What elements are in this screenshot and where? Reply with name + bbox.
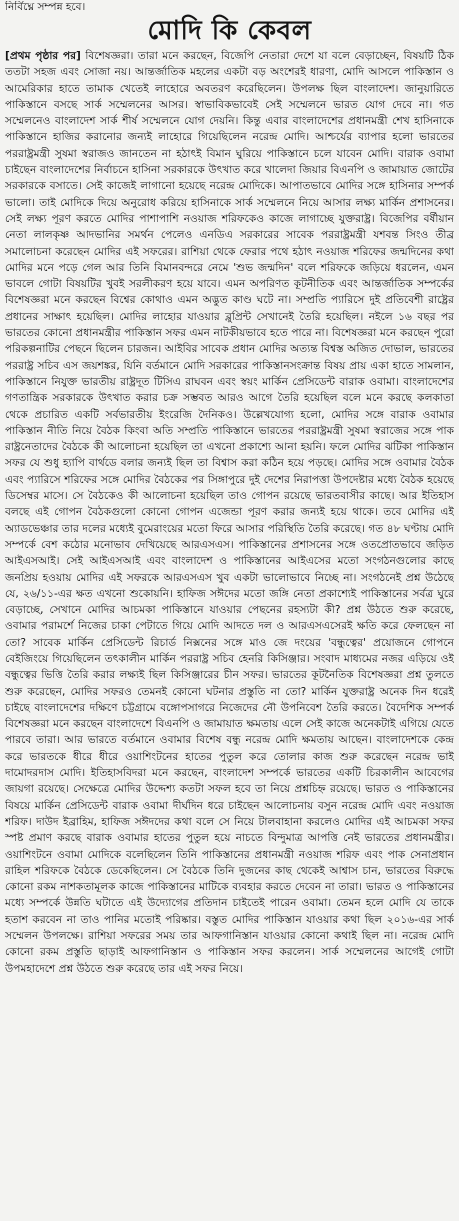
continued-from-front-page-label: [প্রথম পৃষ্ঠার পর] <box>5 50 81 62</box>
article-body <box>5 48 454 1218</box>
article-headline: মোদি কি কেবল <box>147 16 312 46</box>
article-body-text: বিশেষজ্ঞরা। তারা মনে করছেন, বিজেপি নেতারা দেশে যা বলে বেড়াচ্ছেন, বিষয়টি ঠিক ততটা সহজ এবং সোজা নয়। আন্তর্জাতিক মহলের একটা বড় অংশেরই ধারণা, মোদি আসলে পাকিস্তান ও আমেরিকার হাতে তামাক খেতেই লাহোরে অবতরণ করেছিলেন। উপলক্ষ ছিল বাংলাদেশ। জানুয়ারিতে পাকিস্তানে বসছে সার্ক সম্মেলনের আসর। স্বাভাবিকভাবেই সেই সম্মেলনে ভারত যোগ দেবে না। গত সম্মেলনেও বাংলাদেশ সার্ক শীর্ষ সম্মেলনে যোগ দেয়নি। কিন্তু এবার বাংলাদেশের প্রধানমন্ত্রী শেখ হাসিনাকে পাকিস্তানে হাজির করানোর জন্যই লাহোরে গিয়েছিলেন নরেন্দ্র মোদি। আশ্চর্যের ব্যাপার হলো ভারতের পররাষ্ট্রমন্ত্রী সুষমা স্বরাজও জানতেন না হঠাৎই বিমান ঘুরিয়ে পাকিস্তানে চলে যাবেন মোদি। বারাক ওবামা চাইছেন বাংলাদেশের নির্বাচনে হাসিনা সরকারকে উৎখাত করে খালেদা জিয়ার বিএনপি ও জামায়াত জোটের সরকারকে বসাতে। সেই কাজেই লাগানো হয়েছে নরেন্দ্র মোদিকে। আপাতভাবে মোদির সঙ্গে হাসিনার সম্পর্ক ভালো। তাই মোদিকে দিয়ে অনুরোধ করিয়ে হাসিনাকে সার্ক সম্মেলনে নিয়ে আসার লক্ষ্য মার্কিন প্রশাসনের। সেই লক্ষ্য পূরণ করতে মোদির পাশাপাশি নওয়াজ শরিফকেও কাজে লাগাচ্ছে যুক্তরাষ্ট্র। বিজেপির বর্ষীয়ান নেতা লালকৃষ্ণ আদভানির সমর্থন পেলেও এনডিএ সরকারের সাবেক পররাষ্ট্রমন্ত্রী যশবন্ত সিংও তীব্র সমালোচনা করেছেন মোদির এই সফরের। রাশিয়া থেকে ফেরার পথে হঠাৎ নওয়াজ শরিফের জন্মদিনের কথা মোদির মনে পড়ে গেল আর তিনি বিমানবন্দরে নেমে 'শুভ জন্মদিন' বলে শরিফকে জড়িয়ে ধরলেন, এমন ভাবলে গোটা বিষয়টির খুবই সরলীকরণ হয়ে যাবে। এমন অপরিণত কূটনীতিক এবং আন্তর্জাতিক সম্পর্কের বিশেষজ্ঞরা মনে করছেন বিশ্বের কোথাও এমন অদ্ভুত কাণ্ড ঘটে না। সম্প্রতি প্যারিসে দুই প্রতিবেশী রাষ্ট্রের প্রধানের সাক্ষাৎ হয়েছিল। মোদির লাহোর যাওয়ার ব্লুপ্রিন্ট সেখানেই তৈরি হয়েছিল। নইলে ১৬ বছর পর ভারতের কোনো প্রধানমন্ত্রীর পাকিস্তান সফর এমন নাটকীয়ভাবে হতে পারে না। বিশেষজ্ঞরা মনে করছেন পুরো পরিকল্পনাটির পেছনে ছিলেন চারজন। আইবির সাবেক প্রধান মোদির অত্যন্ত বিশ্বস্ত অজিত দোভাল, ভারতের পররাষ্ট্র সচিব এস জয়শঙ্কর, যিনি বর্তমানে মোদি সরকারের পাকিস্তানসংক্রান্ত বিষয় প্রায় একা হাতে সামলান, পাকিস্তানে নিযুক্ত ভারতীয় রাষ্ট্রদূত টিসিএ রাঘবন এবং স্বয়ং মার্কিন প্রেসিডেন্ট বারাক ওবামা। বাংলাদেশের গণতান্ত্রিক সরকারকে উৎখাত করার চক্র সম্ভবত আরও আগে তৈরি হয়েছিল বলে মনে করছে কলকাতা থেকে প্রচারিত একটি সর্বভারতীয় ইংরেজি দৈনিকও। উল্লেখযোগ্য হলো, মোদির সঙ্গে বারাক ওবামার পাকিস্তান নীতি নিয়ে বৈঠক কিংবা অতি সম্প্রতি পাকিস্তানে ভারতের পররাষ্ট্রমন্ত্রী সুষমা স্বরাজের সঙ্গে পাক রাষ্ট্রনেতাদের বৈঠকে কী আলোচনা হয়েছিল তা এখনো প্রকাশ্যে আনা হয়নি। ফলে মোদির ঝটিকা পাকিস্তান সফর যে শুধু হ্যাপি বার্থডে বলার জন্যই ছিল তা বিশ্বাস করা কঠিন হয়ে পড়ছে। মোদির সঙ্গে ওবামার বৈঠক এবং প্যারিসে শরিফের সঙ্গে মোদির বৈঠকের পর সিঙ্গাপুরে দুই দেশের নিরাপত্তা উপদেষ্টার মধ্যে বৈঠক হয়েছে ডিসেম্বর মাসে। সে বৈঠকেও কী আলোচনা হয়েছিল তাও গোপন রয়েছে ভারতবাসীর কাছে। আর ইতিহাস বলছে এই গোপন বৈঠকগুলো কোনো গোপন এজেন্ডা পূরণ করার জন্যই হয়ে থাকে। তবে মোদির এই অ্যাডভেঞ্চার তার দলের মধ্যেই বুমেরাংয়ের মতো ফিরে আসার পরিস্থিতি তৈরি করেছে। গত ৪৮ ঘণ্টায় মোদি সম্পর্কে বেশ কঠোর মনোভাব দেখিয়েছে আরএসএস। পাকিস্তানের প্রশাসনের সঙ্গে ওতপ্রোতভাবে জড়িত আইএসআই। সেই আইএসআই এবং বাংলাদেশ ও পাকিস্তানের আইএসের মতো সংগঠনগুলোর কাছে জনপ্রিয় হওয়ায় মোদির এই সফরকে আরএসএস খুব একটা ভালোভাবে নিচ্ছে না। সংগঠনেই প্রশ্ন উঠেছে যে, ২৬/১১-এর ক্ষত এখনো শুকোয়নি। হাফিজ সঈদের মতো জঙ্গি নেতা প্রকাশ্যেই পাকিস্তানের সর্বত্র ঘুরে বেড়াচ্ছে, সেখানে মোদির আচমকা পাকিস্তানে যাওয়ার পেছনের রহস্যটা কী? প্রশ্ন উঠতে শুরু করেছে, ওবামার পরামর্শে নিজের চাকা পেটাতে গিয়ে মোদি আদতে দল ও আরএসএসেরই ক্ষতি করে ফেলছেন না তো? সাবেক মার্কিন প্রেসিডেন্ট রিচার্ড নিক্সনের সঙ্গে মাও জে দংয়ের 'বন্ধুত্বের' প্রয়োজনে গোপনে বেইজিংয়ে গিয়েছিলেন তৎকালীন মার্কিন পররাষ্ট্র সচিব হেনরি কিসিঞ্জার। সংবাদ মাধ্যমের নজর এড়িয়ে ওই বন্ধুত্বের ভিত্তি তৈরি করার লক্ষ্যই ছিল কিসিঞ্জারের চীন সফর। ভারতের কূটনৈতিক বিশেষজ্ঞরা প্রশ্ন তুলতে শুরু করেছেন, মোদির সফরও তেমনই কোনো ঘটনার প্রস্তুতি না তো? মার্কিন যুক্তরাষ্ট্র অনেক দিন ধরেই চাইছে বাংলাদেশের দক্ষিণে চট্টগ্রামে বঙ্গোপসাগরে নিজেদের নৌ উপনিবেশ তৈরি করতে। বৈদেশিক সম্পর্ক বিশেষজ্ঞরা মনে করছেন বাংলাদেশে বিএনপি ও জামায়াত ক্ষমতায় এলে সেই কাজে অনেকটাই এগিয়ে যেতে পারবে তারা। আর ভারতে বর্তমানে ওবামার বিশেষ বন্ধু নরেন্দ্র মোদি ক্ষমতায় আছেন। বাংলাদেশকে কেন্দ্র করে ভারতকে ধীরে ধীরে ওয়াশিংটনের হাতের পুতুল করে তোলার কাজ শুরু করেছেন নরেন্দ্র ভাই দামোদরদাস মোদি। ইতিহাসবিদরা মনে করছেন, বাংলাদেশ সম্পর্কে ভারতের একটি চিরকালীন আবেগের জায়গা রয়েছে। সেক্ষেত্রে মোদির উদ্দেশ্য কতটা সফল হবে তা নিয়ে প্রশ্নচিহ্ন রয়েছে। ভারত ও পাকিস্তানের বিষয়ে মার্কিন প্রেসিডেন্ট বারাক ওবামা দীর্ঘদিন ধরে চাইছেন আলোচনায় বসুন নরেন্দ্র মোদি এবং নওয়াজ শরিফ। দাউদ ইব্রাহিম, হাফিজ সঈদদের কথা বলে সে নিয়ে টালবাহানা করলেও মোদির এই আচমকা সফর স্পষ্ট প্রমাণ করছে বারাক ওবামার হাতের পুতুল হয়ে নাচতে বিন্দুমাত্র আপত্তি নেই ভারতের প্রধানমন্ত্রীর। ওয়াশিংটনে ওবামা মোদিকে বলেছিলেন তিনি পাকিস্তানের প্রধানমন্ত্রী নওয়াজ শরিফ এবং পাক সেনাপ্রধান রাহিল শরিফকে বৈঠকে ডেকেছিলেন। সে বৈঠকে তিনি দুজনের কাছ থেকেই আশ্বাস চান, ভারতের বিরুদ্ধে কোনো রকম নাশকতামূলক কাজে পাকিস্তানের মাটিকে ব্যবহার করতে দেবেন না তারা। ভারত ও পাকিস্তানের মধ্যে সম্পর্কে উন্নতি ঘটাতে এই উদ্যোগের প্রতিদান চাইতেই পারেন ওবামা। তেমন হলে মোদি যে তাকে হতাশ করবেন না তাও পানির মতোই পরিষ্কার। বস্তুত মোদির পাকিস্তান যাওয়ার কথা ছিল ২০১৬-এর সার্ক সম্মেলন উপলক্ষে। রাশিয়া সফরের সময় তার আফগানিস্তান যাওয়ার কোনো কথাই ছিল না। নরেন্দ্র মোদি কোনো রকম প্রস্তুতি ছাড়াই আফগানিস্তান ও পাকিস্তান সফর করলেন। সার্ক সম্মেলনের আগেই গোটা উপমহাদেশে প্রশ্ন উঠতে শুরু করেছে তার এই সফর নিয়ে। <box>5 50 454 975</box>
previous-column-fragment: নির্বিঘ্নে সম্পন্ন হবে। <box>5 1 86 13</box>
